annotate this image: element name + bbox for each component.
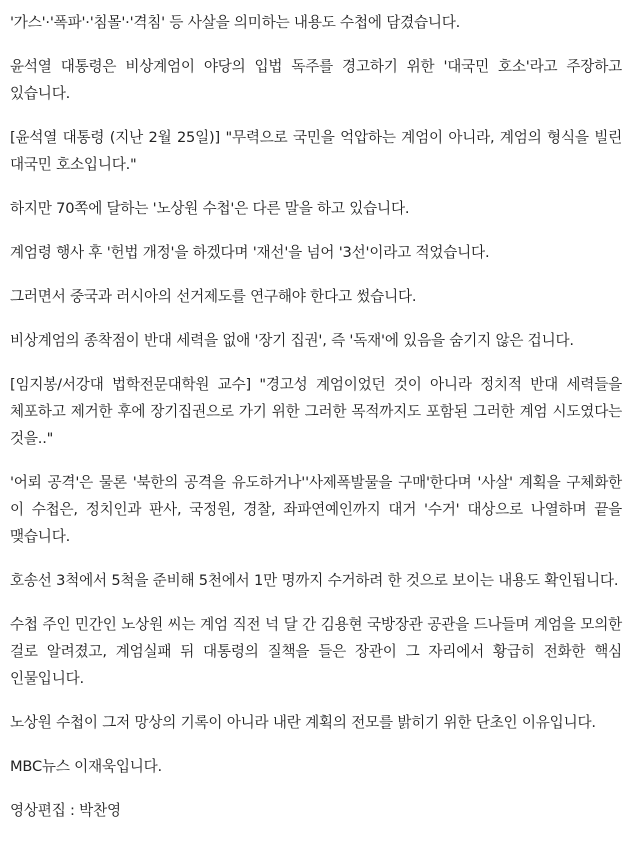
article-paragraph: '어뢰 공격'은 물론 '북한의 공격을 유도하거나''사제폭발물을 구매'한다며 '사살' 계획을 구체화한 이 수첩은, 정치인과 판사, 국정원, 경찰, 좌파연예인까지 대거 '수거' 대상으로 나열하며 끝을 맺습니다.	[10, 474, 622, 545]
paragraph-gap	[10, 107, 622, 124]
article-paragraph: 호송선 3척에서 5척을 준비해 5천에서 1만 명까지 수거하려 한 것으로 보이는 내용도 확인됩니다.	[10, 572, 619, 589]
article-paragraph: 수첩 주인 민간인 노상원 씨는 계엄 직전 넉 달 간 김용현 국방장관 공관을 드나들며 계엄을 모의한 걸로 알려졌고, 계엄실패 뒤 대통령의 질책을 들은 장관이 그 자리에서 황급히 전화한 핵심 인물입니다.	[10, 616, 622, 687]
article-paragraph: 하지만 70쪽에 달하는 '노상원 수첩'은 다른 말을 하고 있습니다.	[10, 200, 410, 217]
article-paragraph: [윤석열 대통령 (지난 2월 25일)] "무력으로 국민을 억압하는 계엄이 아니라, 계엄의 형식을 빌린 대국민 호소입니다."	[10, 129, 622, 173]
paragraph-gap	[10, 310, 622, 327]
paragraph-gap	[10, 594, 622, 611]
paragraph-gap	[10, 222, 622, 239]
paragraph-gap	[10, 36, 622, 53]
paragraph-gap	[10, 266, 622, 283]
article-paragraph: '가스'·'폭파'·'침몰'·'격침' 등 사살을 의미하는 내용도 수첩에 담겼습니다.	[10, 14, 461, 31]
article-paragraph: 그러면서 중국과 러시아의 선거제도를 연구해야 한다고 썼습니다.	[10, 288, 417, 305]
article-paragraph: 윤석열 대통령은 비상계엄이 야당의 입법 독주를 경고하기 위한 '대국민 호소'라고 주장하고 있습니다.	[10, 58, 622, 102]
article-paragraph: 노상원 수첩이 그저 망상의 기록이 아니라 내란 계획의 전모를 밝히기 위한 단초인 이유입니다.	[10, 714, 596, 731]
paragraph-gap	[10, 178, 622, 195]
paragraph-gap	[10, 452, 622, 469]
paragraph-gap	[10, 780, 622, 797]
paragraph-gap	[10, 736, 622, 753]
article-paragraph: 계엄령 행사 후 '헌법 개정'을 하겠다며 '재선'을 넘어 '3선'이라고 적었습니다.	[10, 244, 490, 261]
reporter-signoff: MBC뉴스 이재욱입니다.	[10, 758, 162, 775]
video-editor-credit: 영상편집 : 박찬영	[10, 802, 121, 819]
article-paragraph: 비상계엄의 종착점이 반대 세력을 없애 '장기 집권', 즉 '독재'에 있음을 숨기지 않은 겁니다.	[10, 332, 574, 349]
paragraph-gap	[10, 692, 622, 709]
paragraph-gap	[10, 354, 622, 371]
paragraph-gap	[10, 550, 622, 567]
article-paragraph: [임지봉/서강대 법학전문대학원 교수] "경고성 계엄이었던 것이 아니라 정치적 반대 세력들을 체포하고 제거한 후에 장기집권으로 가기 위한 그러한 목적까지도 포함된 그러한 계엄 시도였다는 것을.."	[10, 376, 622, 447]
article-body	[10, 0, 622, 824]
